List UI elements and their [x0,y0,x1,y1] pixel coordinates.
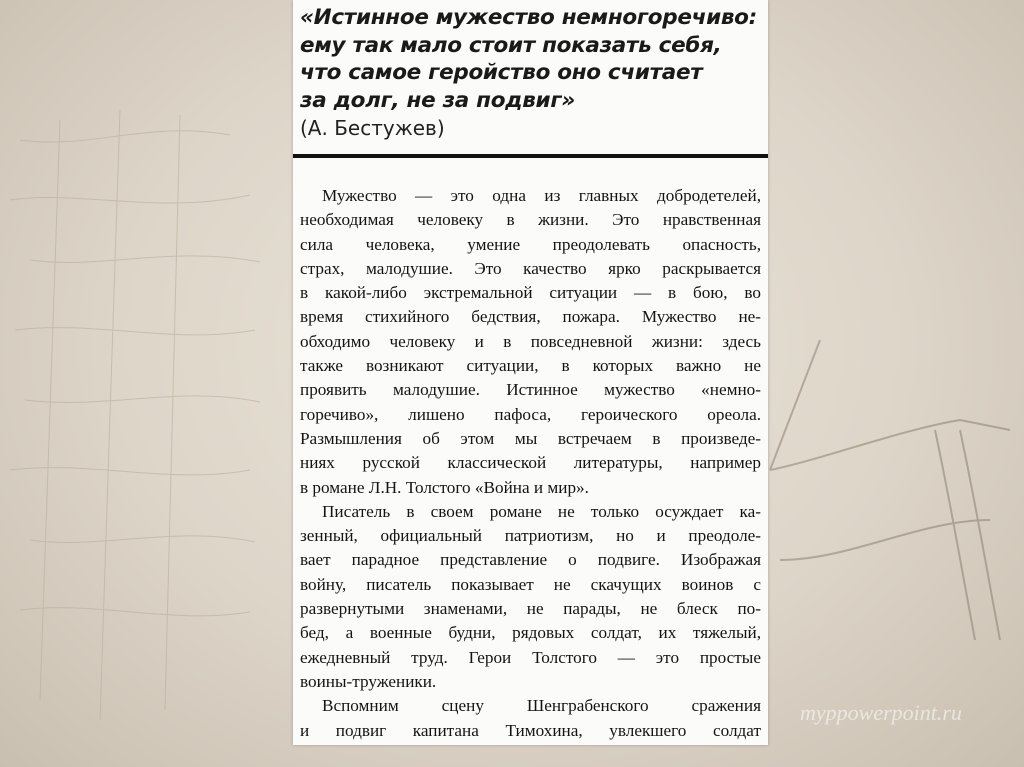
paragraph [300,500,761,694]
text-line: страх, малодушие. Это качество ярко раскрывается [300,258,761,278]
epigraph-quote [300,4,760,114]
text-line: в какой-либо экстремальной ситуации — в бою, во [300,283,761,303]
paragraph [300,184,761,500]
text-line: горечиво», лишено пафоса, героического ореола. [300,404,761,424]
text-line: Вспомним сцену Шенграбенского сражения [322,696,761,716]
text-line: Писатель в своем романе не только осуждает ка- [322,501,761,521]
quote-line: ему так мало стоит показать себя, [300,32,722,58]
text-line: зенный, официальный патриотизм, но и преодоле- [300,526,761,546]
text-line: вает парадное представление о подвиге. Изображая [300,550,761,570]
text-line: в романе Л.Н. Толстого «Война и мир». [300,477,589,497]
quote-author: (А. Бестужев) [300,116,445,140]
watermark: myppowerpoint.ru [800,700,962,725]
text-line: проявить малодушие. Истинное мужество «немно- [300,380,761,400]
text-line: ниях русской классической литературы, например [300,453,761,473]
text-line: время стихийного бедствия, пожара. Мужество не- [300,307,761,327]
text-line: сила человека, умение преодолевать опасность, [300,234,761,254]
quote-line: что самое геройство оно считает [300,60,703,86]
text-line: Мужество — это одна из главных добродетелей, [322,186,761,205]
essay-body [300,184,761,743]
text-line: Размышления об этом мы встречаем в произведе- [300,428,761,448]
quote-line: за долг, не за подвиг» [300,87,575,113]
text-line: и подвиг капитана Тимохина, увлекшего солдат [300,720,761,740]
text-line: обходимо человеку и в повседневной жизни: здесь [300,331,761,351]
divider-rule [293,154,768,158]
paragraph [300,694,761,743]
text-line: также возникают ситуации, в которых важно не [300,356,761,376]
quote-line: «Истинное мужество немногоречиво: [300,5,757,30]
text-line: бед, а военные будни, рядовых солдат, их тяжелый, [300,623,761,643]
text-line: развернутыми знаменами, не парады, не блеск по- [300,599,761,619]
text-line: ежедневный труд. Герои Толстого — это простые [300,647,761,667]
text-line: войну, писатель показывает не скачущих воинов с [300,574,761,594]
text-line: воины-труженики. [300,671,437,691]
text-line: необходимая человеку в жизни. Это нравственная [300,210,761,230]
document-page [293,0,768,745]
